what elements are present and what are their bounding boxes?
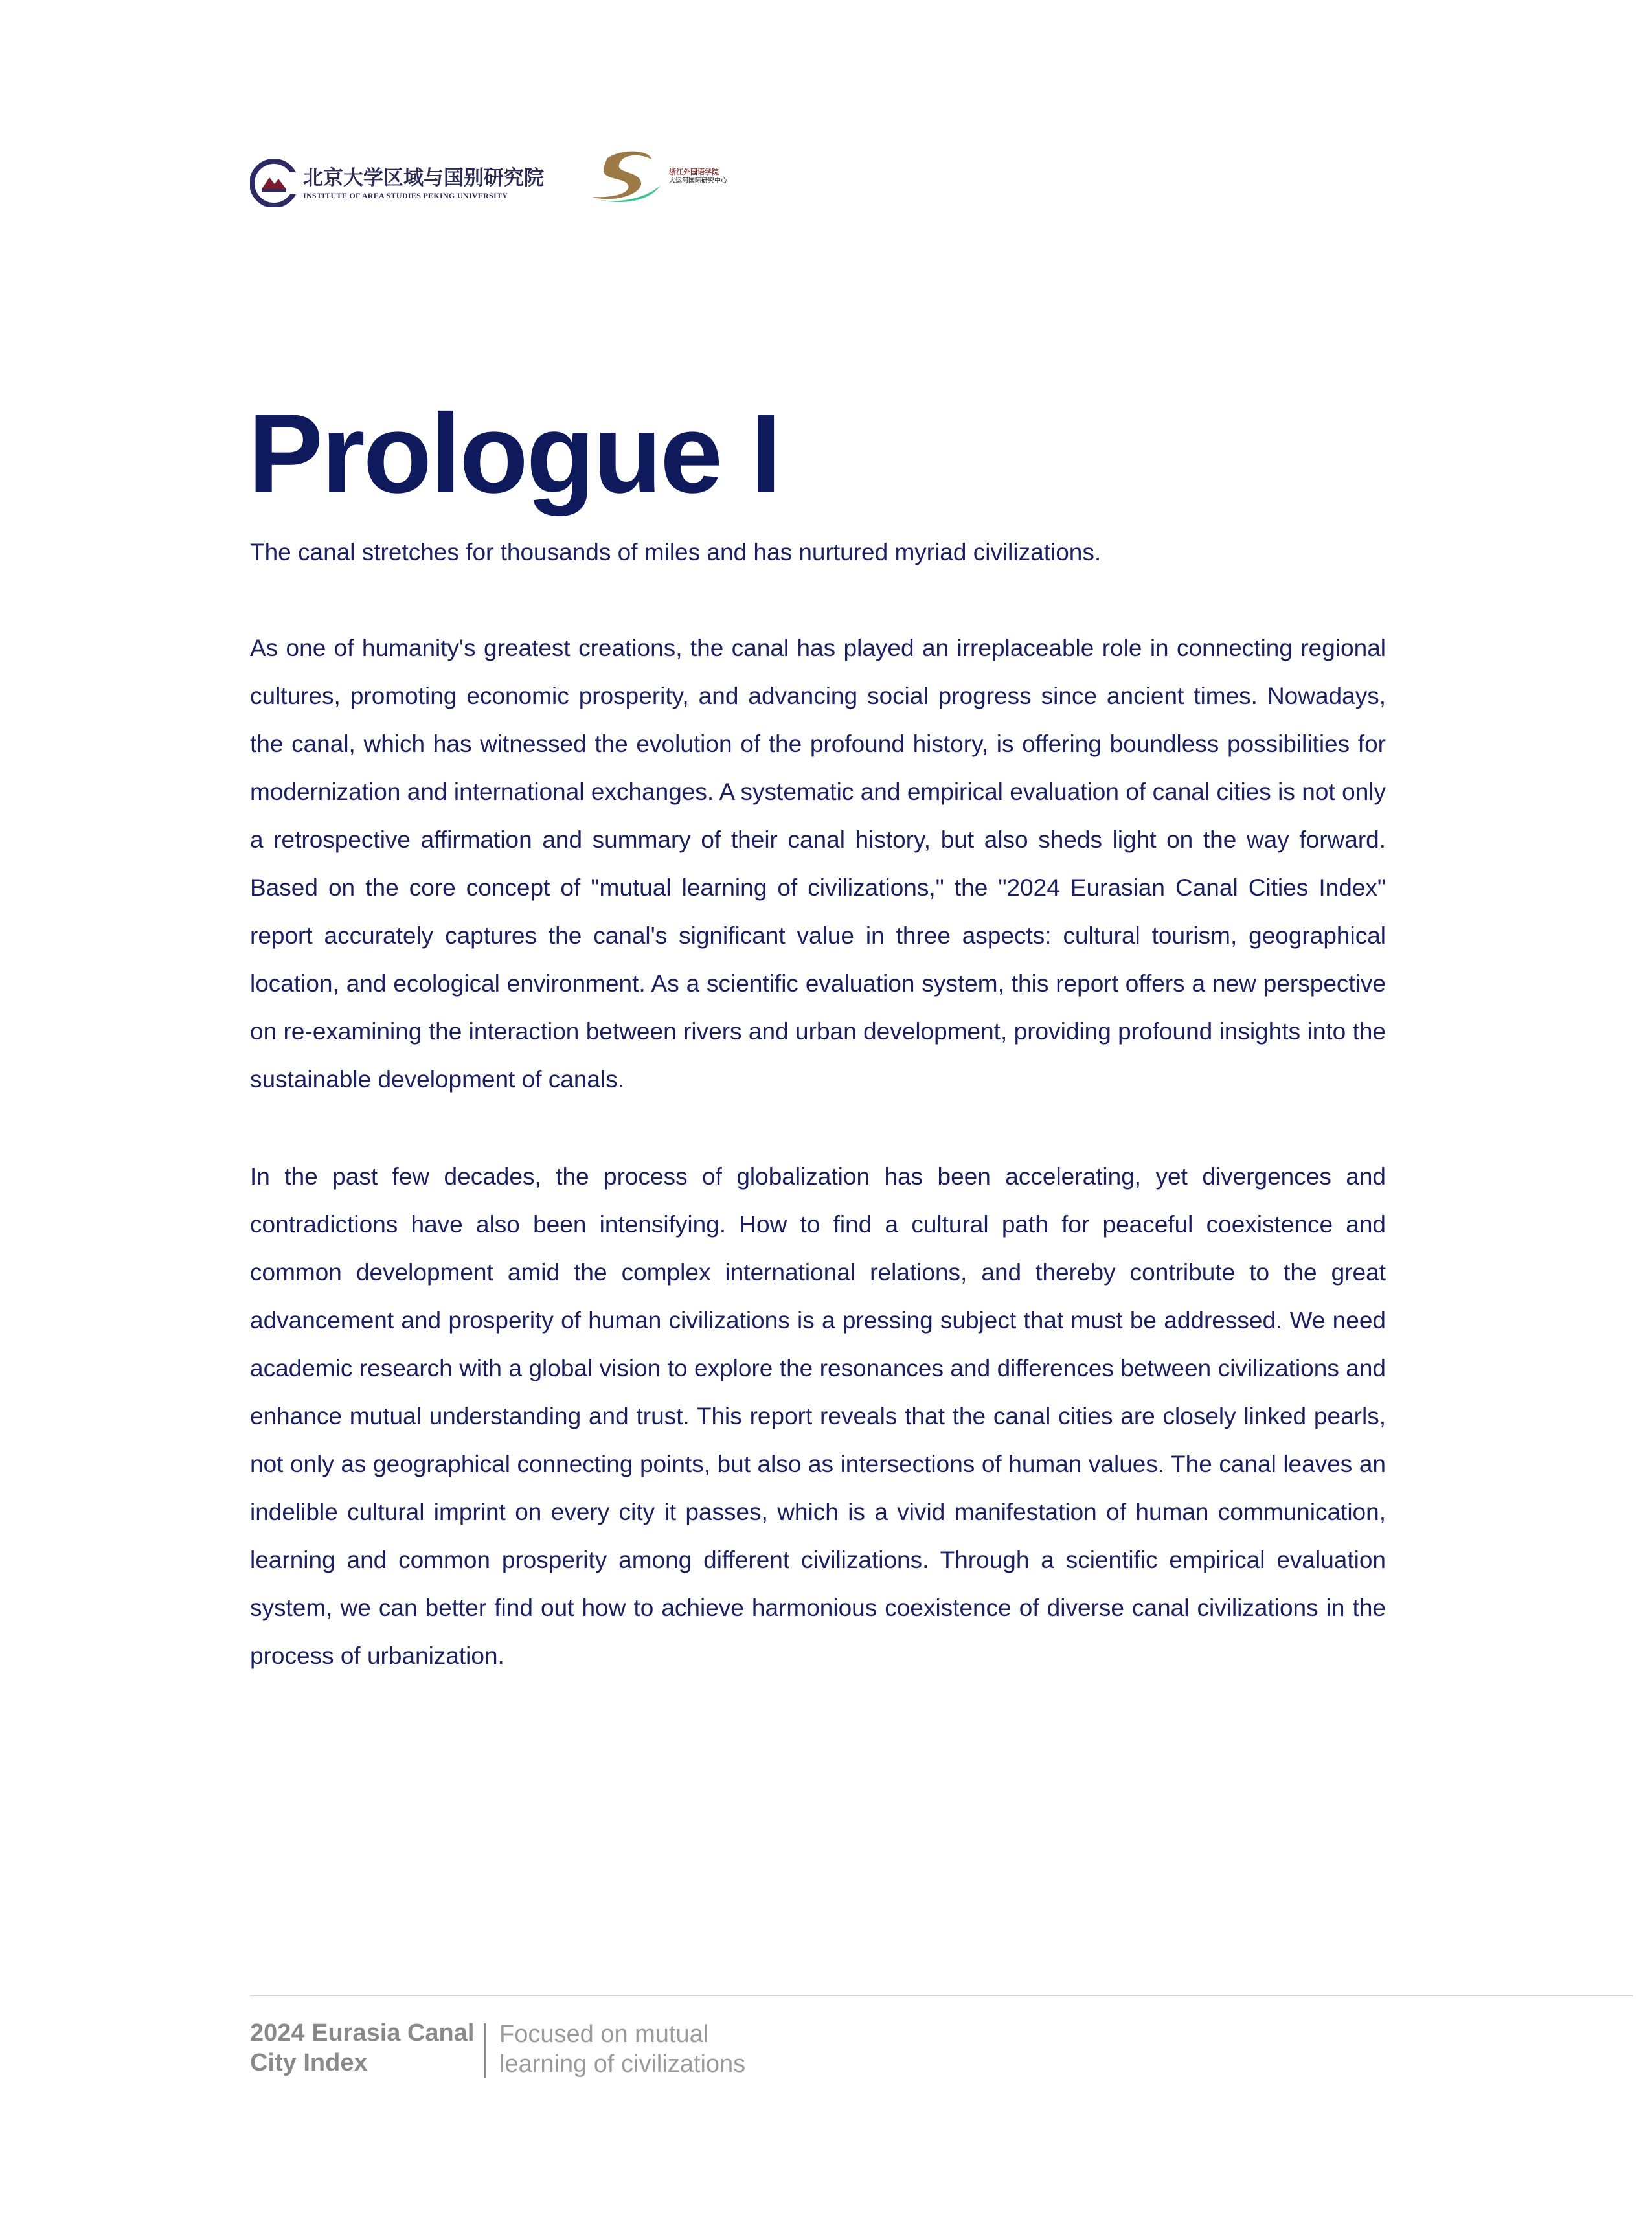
paragraph-two: In the past few decades, the process of globalization has been accelerating, yet divergences and contradictions have also been intensifying. How to find a cultural path for peaceful coexistence and common development amid the complex international relations, and thereby contribute to the great advancement and prosperity of human civilizations is a pressing subject that must be addressed. We need academic research with a global vision to explore the resonances and differences between civilizations and enhance mutual understanding and trust. This report reveals that the canal cities are closely linked pearls, not only as geographical connecting points, but also as intersections of human values. The canal leaves an indelible cultural imprint on every city it passes, which is a vivid manifestation of human communication, learning and common prosperity among different civilizations. Through a scientific empirical evaluation system, we can better find out how to achieve harmonious coexistence of diverse canal civilizations in the process of urbanization.: [250, 1163, 1386, 1669]
canal-research-center-logo: [588, 145, 743, 210]
footer-divider-line: [250, 1995, 1633, 1996]
footer-tagline-line1: Focused on mutual: [499, 2021, 709, 2048]
footer-tagline-line2: learning of civilizations: [499, 2050, 746, 2078]
ias-name-english: INSTITUTE OF AREA STUDIES PEKING UNIVERSITY: [303, 191, 508, 200]
canal-center-logo-text: [669, 167, 727, 186]
footer-vertical-divider: [484, 2023, 486, 2078]
header-logos: [250, 148, 727, 219]
ias-logo-text: [303, 166, 544, 201]
canal-center-emblem-icon: [588, 145, 666, 210]
institute-area-studies-logo: [250, 148, 544, 219]
paragraph-one: As one of humanity's greatest creations, the canal has played an irreplaceable role in connecting regional cultures, promoting economic prosperity, and advancing social progress since ancient times. Nowadays, the canal, which has witnessed the evolution of the profound history, is offering boundless possibilities for modernization and international exchanges. A systematic and empirical evaluation of canal cities is not only a retrospective affirmation and summary of their canal history, but also sheds light on the way forward. Based on the core concept of "mutual learning of civilizations," the "2024 Eurasian Canal Cities Index" report accurately captures the canal's significant value in three aspects: cultural tourism, geographical location, and ecological environment. As a scientific evaluation system, this report offers a new perspective on re-examining the interaction between rivers and urban development, providing profound insights into the sustainable development of canals.: [250, 635, 1386, 1093]
ias-name-chinese: 北京大学区域与国别研究院: [303, 166, 544, 190]
ias-emblem-icon: [250, 159, 298, 207]
footer-brand: [250, 2018, 483, 2078]
footer-tagline: [499, 2019, 771, 2079]
footer-brand-line2: City Index: [250, 2049, 368, 2076]
canal-center-name-line2: 大运河国际研究中心: [669, 177, 727, 185]
footer-brand-line1: 2024 Eurasia Canal: [250, 2019, 475, 2047]
canal-center-name-line1: 浙江外国语学院: [669, 168, 719, 176]
page-title: Prologue I: [248, 390, 780, 516]
intro-sentence: The canal stretches for thousands of miles and has nurtured myriad civilizations.: [250, 539, 1102, 565]
